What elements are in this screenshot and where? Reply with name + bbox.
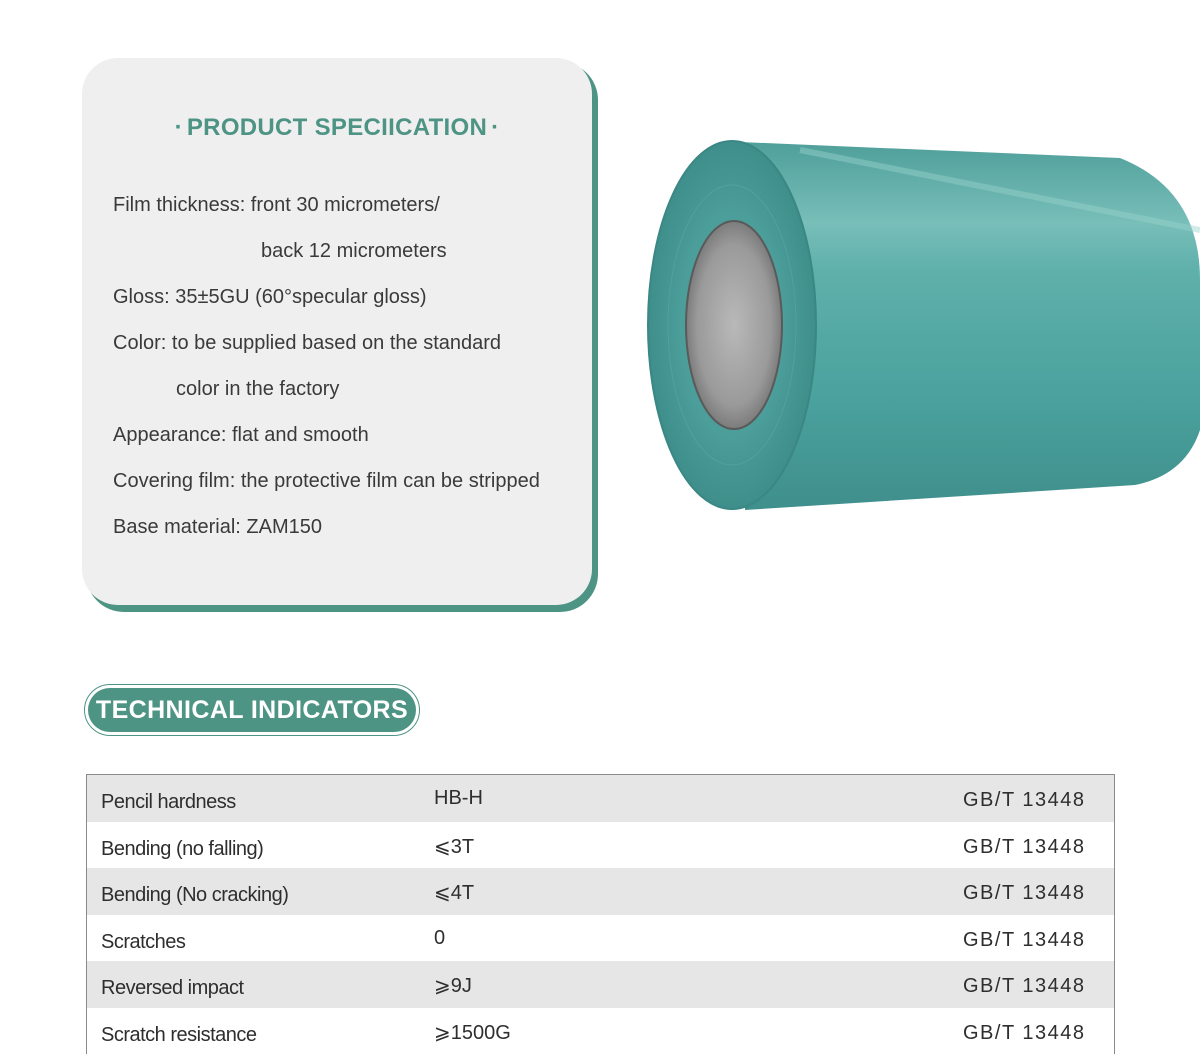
row-name: Scratch resistance [101,1024,257,1047]
row-value: ⩽4T [434,880,474,905]
row-value: 0 [434,927,445,950]
row-name: Reversed impact [101,977,244,1000]
row-value: ⩽3T [434,834,474,859]
row-standard: GB/T 13448 [963,882,1085,905]
spec-appearance: Appearance: flat and smooth [113,414,583,460]
table-row [87,1008,1114,1054]
spec-card-title [82,114,592,142]
table-row [87,915,1114,962]
row-standard: GB/T 13448 [963,975,1085,998]
table-row [87,775,1114,822]
table-row [87,961,1114,1008]
spec-base-material: Base material: ZAM150 [113,506,583,552]
row-value: ⩾1500G [434,1020,511,1045]
spec-film-thickness: Film thickness: front 30 micrometers/ [113,184,583,230]
spec-list [113,184,583,552]
spec-color-cont: color in the factory [113,368,583,414]
row-value: ⩾9J [434,973,472,998]
title-dot-left: · [171,114,187,141]
row-value: HB-H [434,787,483,810]
title-dot-right: · [487,114,503,141]
row-standard: GB/T 13448 [963,789,1085,812]
spec-color: Color: to be supplied based on the standard [113,322,583,368]
row-standard: GB/T 13448 [963,1022,1085,1045]
indicators-table [86,774,1115,1054]
spec-gloss: Gloss: 35±5GU (60°specular gloss) [113,276,583,322]
row-name: Bending (No cracking) [101,884,288,907]
spec-film-thickness-back: back 12 micrometers [113,230,583,276]
steel-coil-image [640,130,1200,530]
row-name: Scratches [101,931,185,954]
technical-indicators-heading: TECHNICAL INDICATORS [88,688,416,732]
row-standard: GB/T 13448 [963,929,1085,952]
table-row [87,868,1114,915]
spec-card [82,58,592,605]
row-name: Pencil hardness [101,791,236,814]
spec-title-text: PRODUCT SPECIICATION [187,114,487,141]
spec-covering-film: Covering film: the protective film can be stripped [113,460,583,506]
row-standard: GB/T 13448 [963,836,1085,859]
row-name: Bending (no falling) [101,838,263,861]
technical-indicators-badge [84,684,420,736]
table-row [87,822,1114,869]
